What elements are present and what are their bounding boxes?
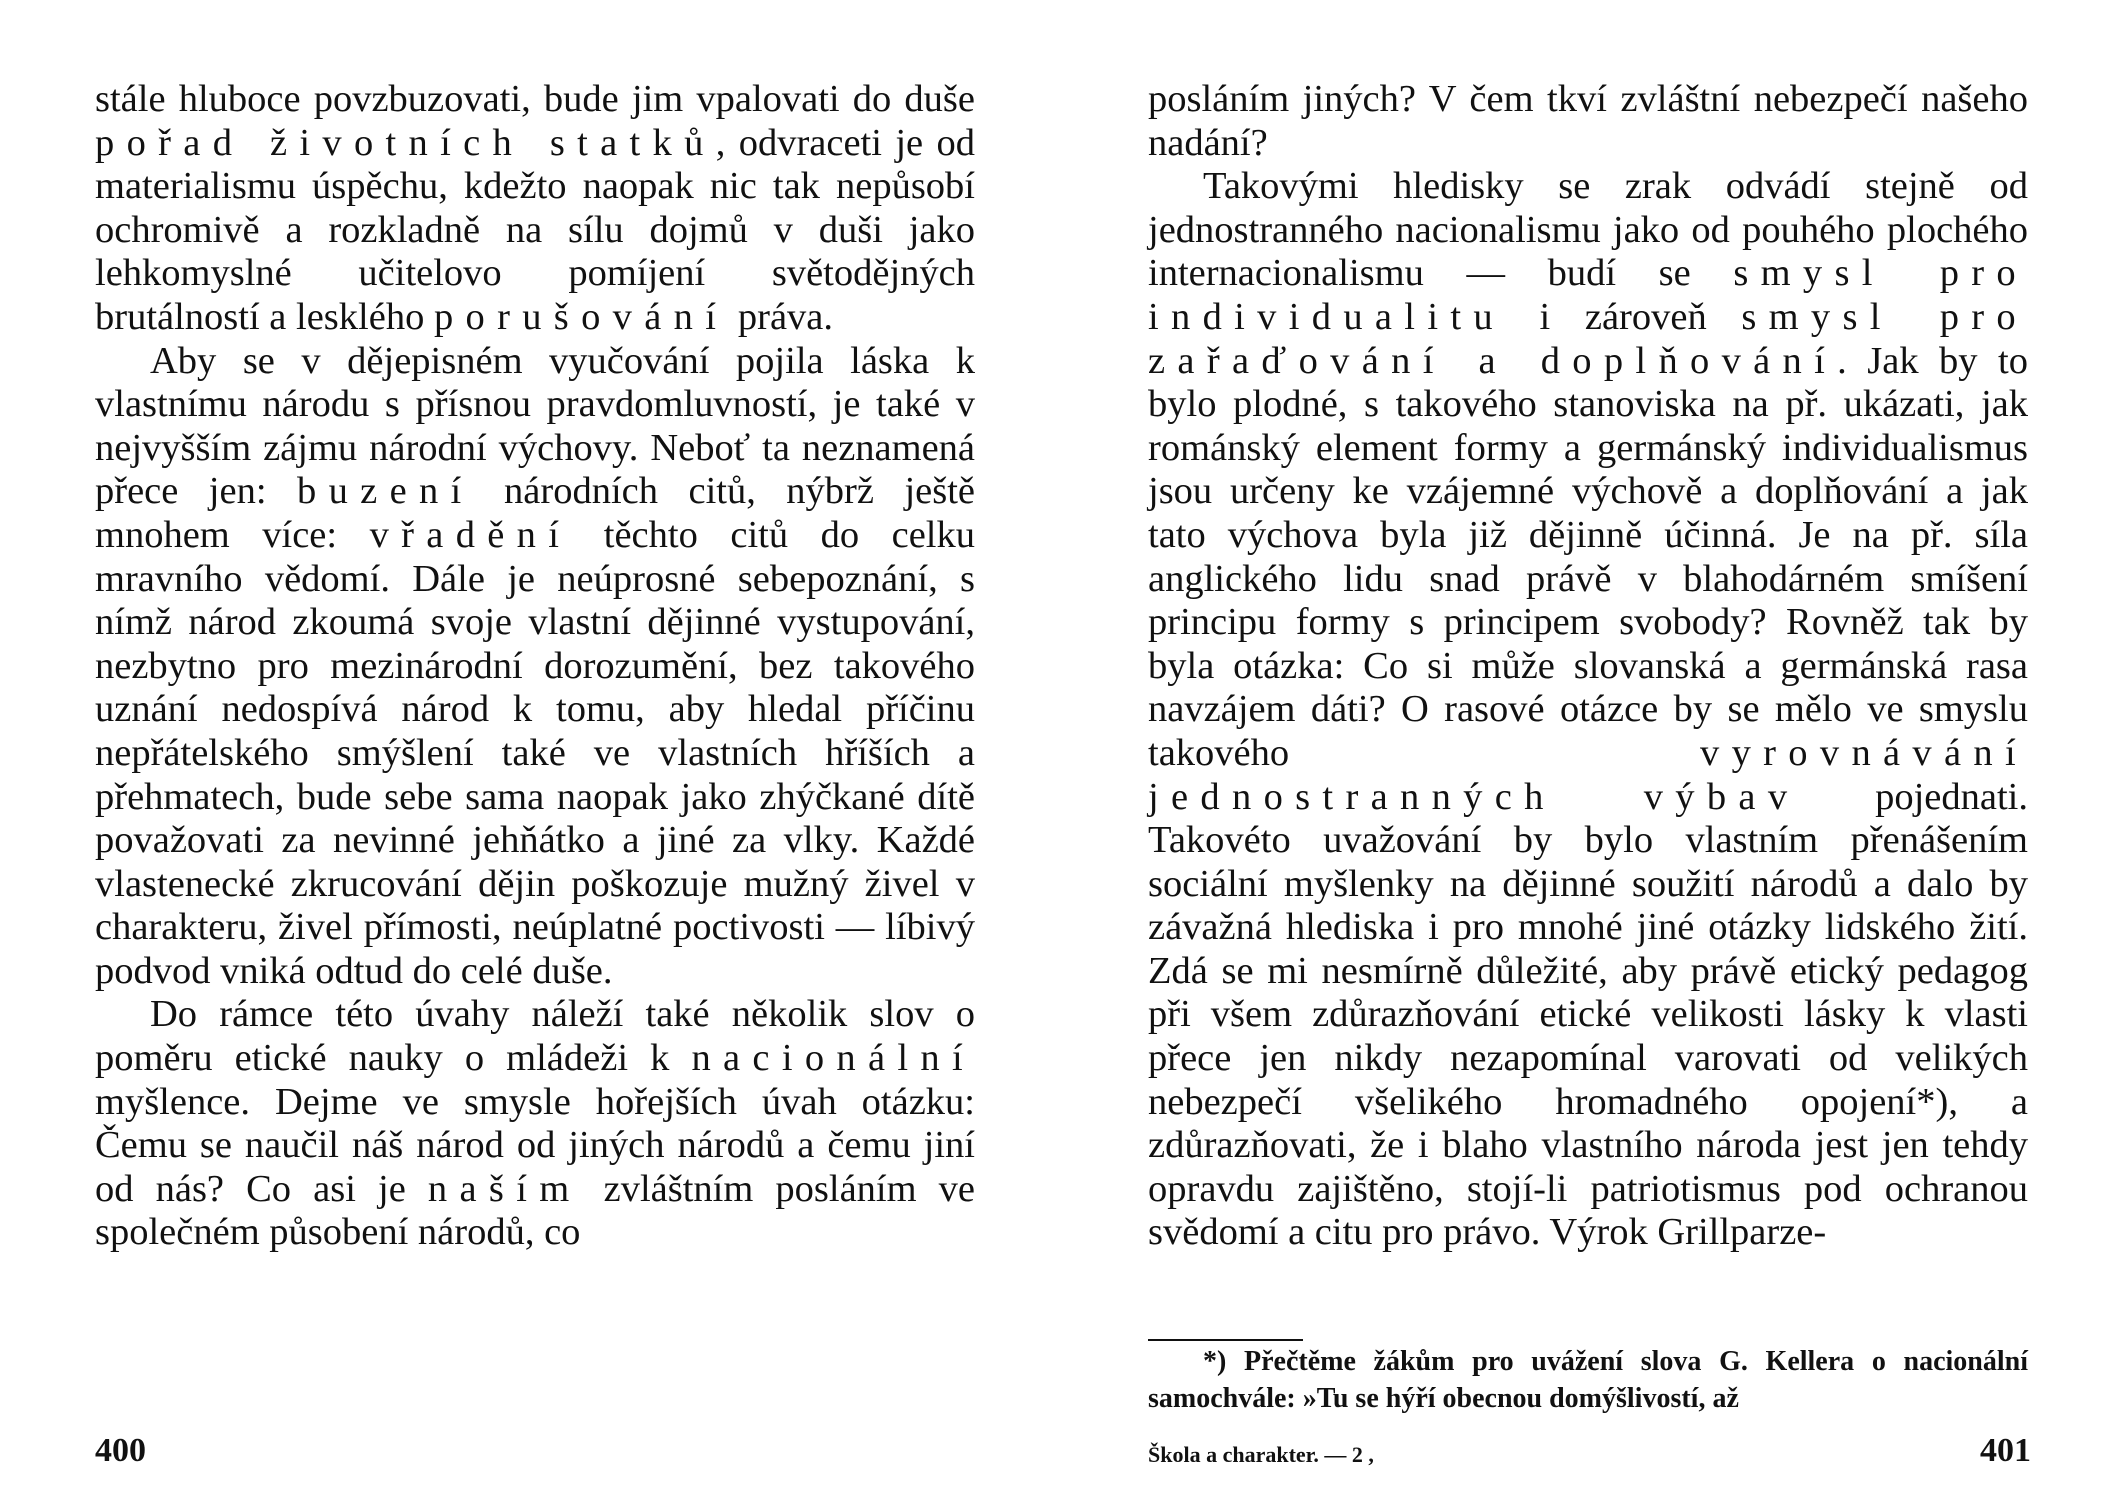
spaced-emphasis: smysl pro zařaďování a doplňování xyxy=(1148,295,2028,382)
text-run: , odvraceti je od materialismu úspěchu, kdežto naopak nic tak nepůsobí ochromivě a rozkladně na sílu dojmů v duši jako lehkomyslné učitelovo pomíjení světodějných brutálností a lesklého xyxy=(95,121,975,338)
paragraph xyxy=(95,340,975,994)
text-run: Do rámce této úvahy náleží také několik slov o poměru etické nauky o mládeži k xyxy=(95,993,975,1080)
paragraph xyxy=(95,993,975,1255)
text-run: těchto citů do celku mravního vědomí. Dále je neúprosné sebepoznání, s nímž národ zkoumá svoje vlastní dějinné vystupování, nezbytno pro mezinárodní dorozumění, bez takového uznání nedospívá národ k tomu, aby hledal příčinu nepřátelského smýšlení také ve vlastních hříších a přehmatech, bude sebe sama naopak jako zhýčkané dítě považovati za nevinné jehňátko a jiné za vlky. Každé vlastenecké zkrucování dějin poškozuje mužný živel v charakteru, živel přímosti, neúplatné poctivosti — líbivý podvod vniká odtud do celé duše. xyxy=(95,513,975,992)
text-run: stále hluboce povzbuzovati, bude jim vpalovati do duše xyxy=(95,78,975,120)
spaced-emphasis: naším xyxy=(427,1167,582,1210)
left-page-body xyxy=(95,78,975,1255)
spaced-emphasis: porušování xyxy=(433,295,729,338)
text-run: práva. xyxy=(728,295,833,338)
text-run: národních citů, nýbrž ještě mnohem více: xyxy=(95,470,975,556)
spaced-emphasis: pořad životních statků xyxy=(95,121,716,164)
spaced-emphasis: vyrovnávání jednostranných výbav xyxy=(1148,731,2028,818)
paragraph xyxy=(95,78,975,340)
footnote xyxy=(1148,1343,2028,1417)
right-page-body xyxy=(1148,78,2028,1255)
footnote-rule xyxy=(1148,1339,1303,1341)
text-run: . Jak by to bylo plodné, s takového stanoviska na př. ukázati, jak románský element formy a germánský individualismus jsou určeny ke vzájemné výchově a doplňování a jak tato výchova byla již dějinně účinná. Je na př. síla anglického lidu snad právě v blahodárném smíšení principu formy s principem svobody? Rovněž tak by byla otázka: Co si může slovanská a germánská rasa navzájem dáti? O rasové otázce by se mělo ve smyslu takového xyxy=(1148,339,2028,774)
spaced-emphasis: smysl pro individualitu xyxy=(1148,252,2029,338)
text-run: Takovými hledisky se zrak odvádí stejně od jednostranného nacionalismu jako od pouhého plochého internacionalismu — budí se xyxy=(1148,165,2028,295)
spaced-emphasis: nacionální xyxy=(691,1037,975,1080)
printer-signature: Škola a charakter. — 2 , xyxy=(1148,1442,1374,1467)
spaced-emphasis: vřadění xyxy=(369,513,572,556)
page-number-right: 401 xyxy=(1980,1432,2031,1469)
text-run: zvláštním posláním ve společném působení národů, co xyxy=(95,1167,976,1254)
page-number-left: 400 xyxy=(95,1432,146,1469)
spaced-emphasis: buzení xyxy=(297,470,474,513)
text-run: i zároveň xyxy=(1504,295,1742,338)
paragraph xyxy=(1148,78,2028,165)
footnote-text: *) Přečtěme žákům pro uvážení slova G. Kellera o nacionální samochvále: »Tu se hýří obecnou domýšlivostí, až xyxy=(1148,1346,2028,1414)
text-run: posláním jiných? V čem tkví zvláštní nebezpečí našeho nadání? xyxy=(1148,78,2028,164)
text-run: Aby se v dějepisném vyučování pojila láska k vlastnímu národu s přísnou pravdomluvností, je také v nejvyšším zájmu národní výchovy. Neboť ta neznamená přece jen: xyxy=(95,339,975,513)
paragraph xyxy=(1148,165,2028,1255)
text-run: pojednati. Takovéto uvažování by bylo vlastním přenášením sociální myšlenky na dějinné soužití národů a dalo by závažná hlediska i pro mnohé jiné otázky lidského žití. Zdá se mi nesmírně důležité, aby právě etický pedagog při všem zdůrazňování etické velikosti lásky k vlasti přece jen nikdy nezapomínal varovati od velikých nebezpečí všelikého hromadného opojení*), a zdůrazňovati, že i blaho vlastního národa jest jen tehdy opravdu zajištěno, stojí-li patriotismus pod ochranou svědomí a citu pro právo. Výrok Grillparze- xyxy=(1148,775,2028,1254)
text-run: myšlence. Dejme ve smysle hořejších úvah otázku: Čemu se naučil náš národ od jiných národů a čemu jiní od nás? Co asi je xyxy=(95,1080,975,1210)
